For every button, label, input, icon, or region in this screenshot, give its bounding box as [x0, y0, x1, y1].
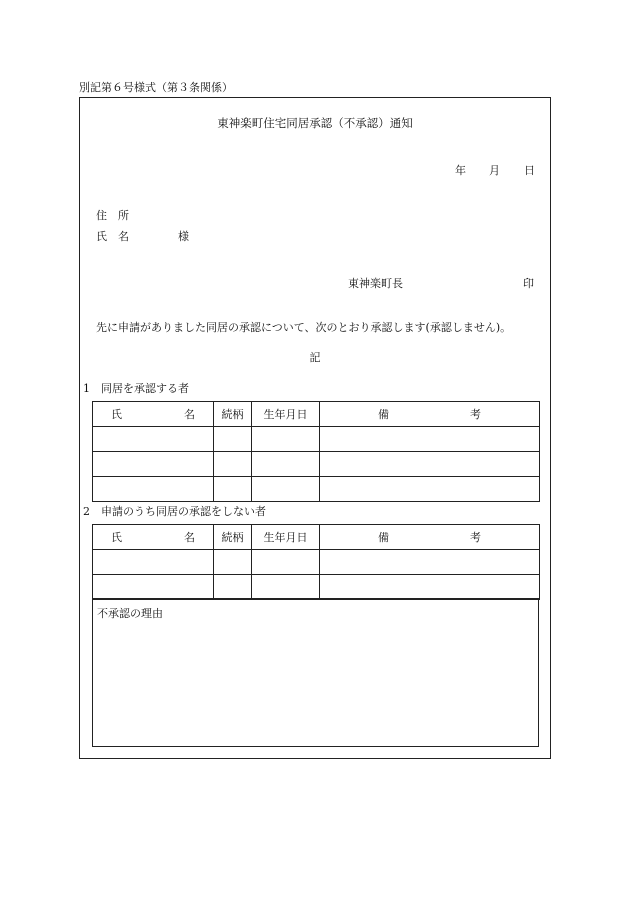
table-row	[93, 575, 540, 600]
form-number-label: 別記第６号様式（第３条関係）	[79, 81, 233, 94]
table-row	[93, 427, 540, 452]
rejection-reason-label: 不承認の理由	[97, 607, 163, 620]
table-row	[93, 550, 540, 575]
header-birthdate: 生年月日	[252, 525, 320, 550]
header-relation: 続柄	[214, 402, 252, 427]
cell[interactable]	[93, 427, 214, 452]
recipient-address-label: 住 所	[96, 209, 129, 222]
header-relation: 続柄	[214, 525, 252, 550]
header-birthdate: 生年月日	[252, 402, 320, 427]
cell[interactable]	[320, 550, 540, 575]
cell[interactable]	[320, 477, 540, 502]
cell[interactable]	[93, 452, 214, 477]
cell[interactable]	[252, 477, 320, 502]
notice-body: 先に申請がありました同居の承認について、次のとおり承認します(承認しません)。	[96, 321, 512, 334]
seal-mark: 印	[523, 277, 534, 290]
cell[interactable]	[214, 427, 252, 452]
recipient-name-label: 氏 名	[96, 230, 129, 243]
cell[interactable]	[214, 477, 252, 502]
cell[interactable]	[252, 550, 320, 575]
cell[interactable]	[214, 575, 252, 600]
cell[interactable]	[252, 452, 320, 477]
cell[interactable]	[252, 575, 320, 600]
cell[interactable]	[93, 550, 214, 575]
header-remarks: 備 考	[320, 525, 540, 550]
cell[interactable]	[320, 427, 540, 452]
cell[interactable]	[93, 477, 214, 502]
date-year: 年	[455, 164, 466, 177]
header-remarks: 備 考	[320, 402, 540, 427]
section1-title: 1 同居を承認する者	[83, 382, 189, 395]
ki-heading: 記	[309, 351, 321, 364]
cell[interactable]	[320, 452, 540, 477]
table-header-row	[93, 402, 540, 427]
approved-persons-table	[92, 401, 540, 502]
date-day: 日	[524, 164, 535, 177]
date-month: 月	[489, 164, 500, 177]
cell[interactable]	[320, 575, 540, 600]
table-row	[93, 452, 540, 477]
rejection-reason-box[interactable]	[92, 598, 539, 747]
issuer-name: 東神楽町長	[348, 277, 403, 290]
cell[interactable]	[214, 550, 252, 575]
header-name: 氏 名	[93, 525, 214, 550]
cell[interactable]	[93, 575, 214, 600]
table-row	[93, 477, 540, 502]
header-name: 氏 名	[93, 402, 214, 427]
recipient-honorific: 様	[178, 230, 189, 243]
section2-title: 2 申請のうち同居の承認をしない者	[83, 505, 266, 518]
rejected-persons-table	[92, 524, 540, 600]
document-title: 東神楽町住宅同居承認（不承認）通知	[217, 116, 413, 130]
table-header-row	[93, 525, 540, 550]
cell[interactable]	[252, 427, 320, 452]
cell[interactable]	[214, 452, 252, 477]
